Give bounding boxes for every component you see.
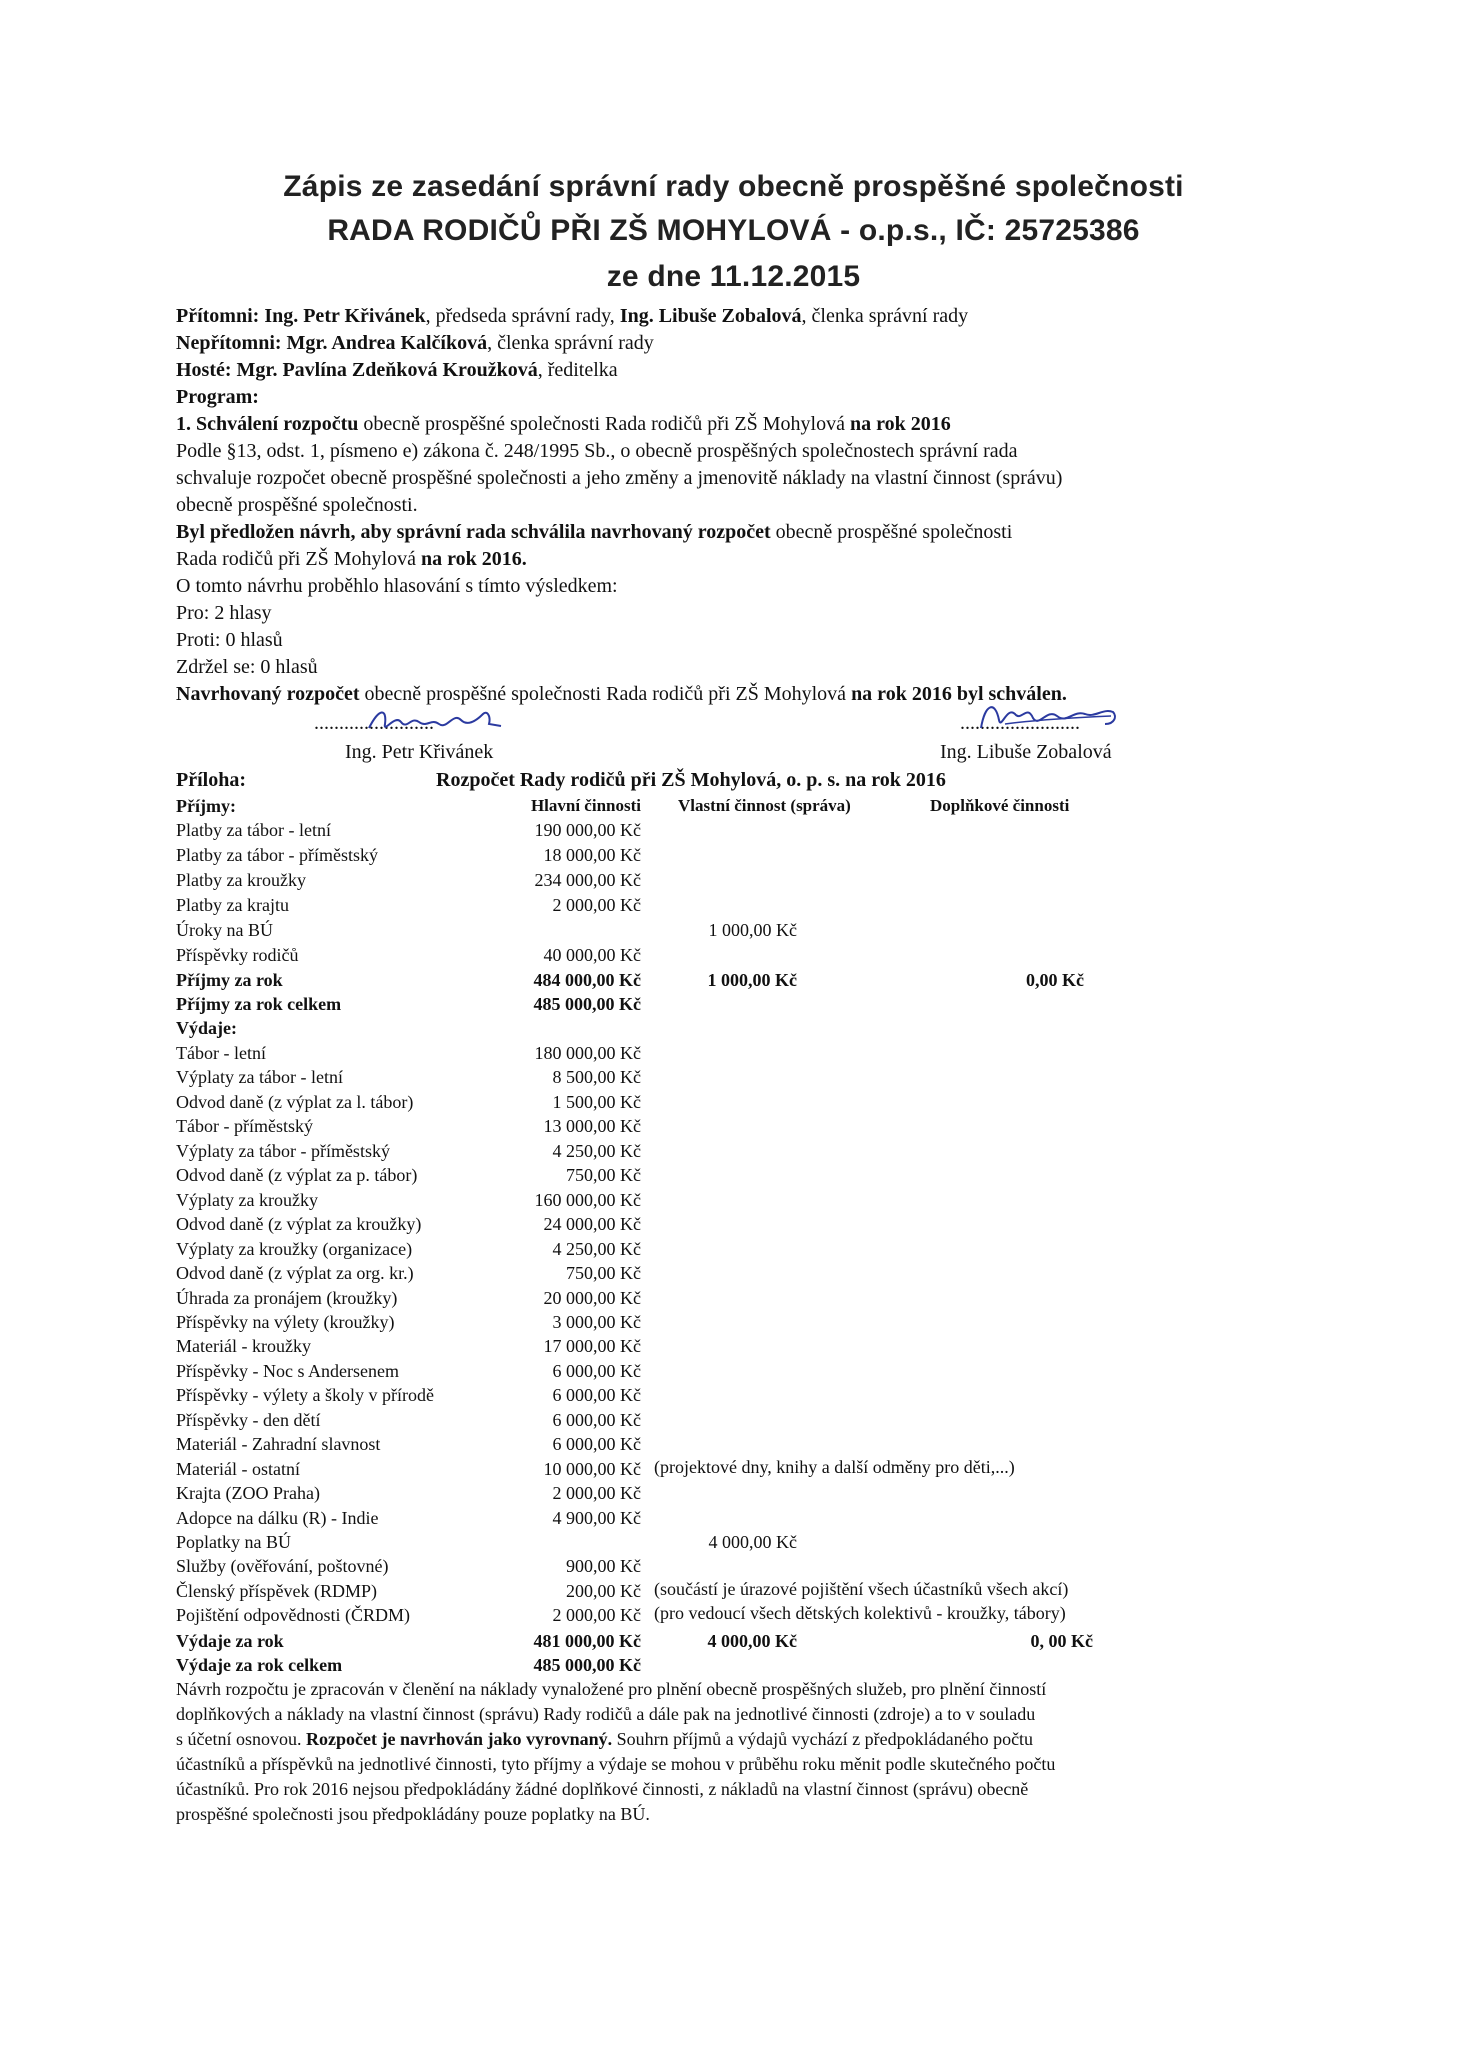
- law-text-line-1: Podle §13, odst. 1, písmeno e) zákona č. 248/1995 Sb., o obecně prospěšných společnostech správní rada: [176, 440, 1018, 462]
- table-row-main-value: 4 250,00 Kč: [552, 1140, 641, 1161]
- closing-line-3-end: Souhrn příjmů a výdajů vychází z předpokládaného počtu: [612, 1729, 1034, 1749]
- table-row-main-value: 2 000,00 Kč: [552, 895, 641, 915]
- closing-balanced-statement: Rozpočet je navrhován jako vyrovnaný.: [306, 1729, 613, 1749]
- result-bold-text: Navrhovaný rozpočet: [176, 683, 360, 705]
- result-line: [176, 681, 1067, 707]
- table-row-label: Tábor - příměstský: [176, 1116, 313, 1137]
- table-row-main-value: 750,00 Kč: [566, 1263, 641, 1284]
- present-label: Přítomni:: [176, 305, 260, 327]
- table-row-label: Výplaty za kroužky: [176, 1189, 318, 1210]
- table-row-label: Výplaty za tábor - letní: [176, 1067, 343, 1088]
- table-row-label: Materiál - kroužky: [176, 1336, 311, 1357]
- table-row-main-value: 18 000,00 Kč: [543, 845, 641, 865]
- table-row-main-value: 6 000,00 Kč: [552, 1385, 641, 1406]
- table-row-main-value: 4 900,00 Kč: [552, 1507, 641, 1528]
- income-total-main: 484 000,00 Kč: [533, 970, 641, 990]
- table-row-label: Příspěvky - Noc s Andersenem: [176, 1360, 399, 1381]
- column-header-main: Hlavní činnosti: [530, 796, 641, 815]
- table-row-main-value: 40 000,00 Kč: [543, 945, 641, 965]
- table-row-label: Odvod daně (z výplat za kroužky): [176, 1214, 422, 1235]
- income-grand-main: 485 000,00 Kč: [533, 994, 641, 1014]
- table-row-label: Adopce na dálku (R) - Indie: [176, 1507, 379, 1528]
- expense-grand-label: Výdaje za rok celkem: [176, 1655, 343, 1675]
- income-label: Příjmy:: [176, 796, 236, 816]
- table-row-main-value: 234 000,00 Kč: [534, 870, 641, 890]
- table-row-main-value: 2 000,00 Kč: [552, 1605, 641, 1626]
- guest-person: Mgr. Pavlína Zdeňková Kroužková: [236, 359, 538, 381]
- attachment-label: Příloha:: [176, 769, 246, 791]
- table-row-label: Platby za kroužky: [176, 870, 306, 890]
- table-row-label: Platby za tábor - příměstský: [176, 845, 378, 865]
- present-person-1: Ing. Petr Křivánek: [264, 305, 426, 327]
- vote-against: Proti: 0 hlasů: [176, 629, 283, 651]
- table-row-main-value: 1 500,00 Kč: [552, 1091, 641, 1112]
- table-row-main-value: 2 000,00 Kč: [552, 1483, 641, 1504]
- program-item-1-title: 1. Schválení rozpočtu: [176, 413, 359, 435]
- expense-total-extra: 0, 00 Kč: [1030, 1631, 1093, 1651]
- absent-label: Nepřítomni:: [176, 332, 282, 354]
- table-row-main-value: 6 000,00 Kč: [552, 1360, 641, 1381]
- proposal-bold-text: Byl předložen návrh, aby správní rada schválila navrhovaný rozpočet: [176, 521, 771, 543]
- signature-name-left: Ing. Petr Křivánek: [345, 741, 494, 763]
- guests-label: Hosté:: [176, 359, 232, 381]
- signature-name-right: Ing. Libuše Zobalová: [940, 741, 1112, 763]
- absent-line: [176, 330, 654, 356]
- present-person-1-role: , předseda správní rady,: [425, 305, 615, 327]
- document-title-line-2: RADA RODIČŮ PŘI ZŠ MOHYLOVÁ - o.p.s., IČ: 25725386: [327, 214, 1140, 247]
- income-grand-label: Příjmy za rok celkem: [176, 994, 342, 1014]
- guest-person-role: , ředitelka: [537, 359, 618, 381]
- program-item-1: [176, 411, 951, 437]
- table-row-main-value: 190 000,00 Kč: [534, 820, 641, 840]
- signature-scribble-right-icon: [975, 694, 1125, 736]
- table-row-label: Výplaty za tábor - příměstský: [176, 1140, 390, 1161]
- document-title-line-1: Zápis ze zasedání správní rady obecně prospěšné společnosti: [283, 170, 1184, 203]
- expense-total-main: 481 000,00 Kč: [533, 1631, 641, 1651]
- table-row-main-value: 160 000,00 Kč: [534, 1189, 641, 1210]
- expense-total-label: Výdaje za rok: [176, 1631, 284, 1651]
- result-mid-text: obecně prospěšné společnosti Rada rodičů při ZŠ Mohylová: [359, 683, 852, 705]
- table-row-own-value: 4 000,00 Kč: [708, 1532, 797, 1552]
- table-row-note: (pro vedoucí všech dětských kolektivů - kroužky, tábory): [654, 1603, 1066, 1624]
- income-total-extra: 0,00 Kč: [1026, 970, 1084, 990]
- program-label: Program:: [176, 386, 259, 408]
- table-row-main-value: 6 000,00 Kč: [552, 1434, 641, 1455]
- closing-line-6: prospěšné společnosti jsou předpokládány pouze poplatky na BÚ.: [176, 1804, 650, 1824]
- table-row-main-value: 8 500,00 Kč: [552, 1067, 641, 1088]
- closing-line-3-start: s účetní osnovou.: [176, 1729, 306, 1749]
- absent-person-role: , členka správní rady: [487, 332, 654, 354]
- proposal-line-2-year: na rok 2016.: [420, 548, 527, 570]
- table-row-label: Úroky na BÚ: [176, 920, 273, 940]
- absent-person: Mgr. Andrea Kalčíková: [286, 332, 488, 354]
- table-row-label: Úhrada za pronájem (kroužky): [176, 1287, 398, 1308]
- table-row-label: Odvod daně (z výplat za l. tábor): [176, 1091, 414, 1112]
- table-row-label: Krajta (ZOO Praha): [176, 1483, 320, 1504]
- table-row-label: Výplaty za kroužky (organizace): [176, 1238, 413, 1259]
- table-row-main-value: 900,00 Kč: [566, 1556, 641, 1577]
- table-row-label: Poplatky na BÚ: [176, 1532, 291, 1552]
- column-header-extra: Doplňkové činnosti: [930, 796, 1070, 815]
- expense-label: Výdaje:: [176, 1018, 237, 1038]
- signature-scribble-left-icon: [365, 700, 515, 738]
- proposal-line-1: [176, 519, 1012, 545]
- vote-intro: O tomto návrhu proběhlo hlasování s tímto výsledkem:: [176, 575, 618, 597]
- table-row-label: Platby za krajtu: [176, 895, 289, 915]
- table-row-label: Pojištění odpovědnosti (ČRDM): [176, 1605, 411, 1626]
- document-title-date: ze dne 11.12.2015: [606, 260, 861, 293]
- program-item-1-year: na rok 2016: [849, 413, 951, 435]
- table-row-note: (projektové dny, knihy a další odměny pro děti,...): [654, 1456, 1015, 1477]
- table-row-label: Tábor - letní: [176, 1043, 266, 1063]
- income-total-label: Příjmy za rok: [176, 970, 283, 990]
- closing-line-3: [176, 1727, 1033, 1752]
- signature-line-left: ........................: [314, 712, 434, 734]
- vote-abstain: Zdržel se: 0 hlasů: [176, 656, 318, 678]
- table-row-label: Materiál - Zahradní slavnost: [176, 1434, 381, 1455]
- expense-total-own: 4 000,00 Kč: [707, 1631, 797, 1651]
- guests-line: [176, 357, 618, 383]
- table-row-label: Platby za tábor - letní: [176, 820, 331, 840]
- table-row-main-value: 13 000,00 Kč: [543, 1116, 641, 1137]
- table-row-label: Materiál - ostatní: [176, 1458, 300, 1479]
- closing-line-5: účastníků. Pro rok 2016 nejsou předpokládány žádné doplňkové činnosti, z nákladů na vlastní činnost (správu) obecně: [176, 1779, 1029, 1799]
- table-row-own-value: 1 000,00 Kč: [708, 920, 797, 940]
- budget-title: Rozpočet Rady rodičů při ZŠ Mohylová, o. p. s. na rok 2016: [436, 769, 946, 791]
- column-header-own: Vlastní činnost (správa): [678, 796, 851, 815]
- table-row-label: Služby (ověřování, poštovné): [176, 1556, 389, 1577]
- proposal-rest-text: obecně prospěšné společnosti: [770, 521, 1013, 543]
- vote-for: Pro: 2 hlasy: [176, 602, 272, 624]
- table-row-main-value: 10 000,00 Kč: [543, 1458, 641, 1479]
- table-row-main-value: 17 000,00 Kč: [543, 1336, 641, 1357]
- table-row-label: Odvod daně (z výplat za org. kr.): [176, 1263, 414, 1284]
- program-item-1-text: obecně prospěšné společnosti Rada rodičů při ZŠ Mohylová: [358, 413, 850, 435]
- signature-line-right: ........................: [960, 712, 1080, 734]
- expense-grand-main: 485 000,00 Kč: [533, 1655, 641, 1675]
- table-row-label: Odvod daně (z výplat za p. tábor): [176, 1165, 418, 1186]
- closing-line-2: doplňkových a náklady na vlastní činnost (správu) Rady rodičů a dále pak na jednotlivé činnosti (zdroje) a to v souladu: [176, 1704, 1036, 1724]
- closing-line-4: účastníků a příspěvků na jednotlivé činnosti, tyto příjmy a výdaje se mohou v průběhu roku měnit podle skutečného počtu: [176, 1754, 1056, 1774]
- table-row-main-value: 180 000,00 Kč: [534, 1043, 641, 1063]
- law-text-line-2: schvaluje rozpočet obecně prospěšné společnosti a jeho změny a jmenovitě náklady na vlastní činnost (správu): [176, 467, 1063, 489]
- table-row-main-value: 4 250,00 Kč: [552, 1238, 641, 1259]
- proposal-line-2-text: Rada rodičů při ZŠ Mohylová: [176, 548, 421, 570]
- table-row-main-value: 24 000,00 Kč: [543, 1214, 641, 1235]
- present-person-2: Ing. Libuše Zobalová: [619, 305, 802, 327]
- table-row-note: (součástí je úrazové pojištění všech účastníků všech akcí): [654, 1578, 1069, 1599]
- table-row-main-value: 3 000,00 Kč: [552, 1311, 641, 1332]
- closing-line-1: Návrh rozpočtu je zpracován v členění na náklady vynaložené pro plnění obecně prospěšných služeb, pro plnění činností: [176, 1679, 1047, 1699]
- proposal-line-2: [176, 546, 527, 572]
- table-row-label: Příspěvky - výlety a školy v přírodě: [176, 1385, 434, 1406]
- table-row-label: Příspěvky rodičů: [176, 945, 299, 965]
- law-text-line-3: obecně prospěšné společnosti.: [176, 494, 418, 516]
- table-row-label: Příspěvky na výlety (kroužky): [176, 1311, 395, 1332]
- table-row-main-value: 750,00 Kč: [566, 1165, 641, 1186]
- present-person-2-role: , členka správní rady: [801, 305, 969, 327]
- result-approved-text: na rok 2016 byl schválen.: [851, 683, 1067, 705]
- table-row-main-value: 200,00 Kč: [566, 1580, 641, 1601]
- table-row-main-value: 6 000,00 Kč: [552, 1409, 641, 1430]
- present-line: [176, 303, 968, 329]
- income-total-own: 1 000,00 Kč: [707, 970, 797, 990]
- table-row-main-value: 20 000,00 Kč: [543, 1287, 641, 1308]
- table-row-label: Příspěvky - den dětí: [176, 1409, 321, 1430]
- table-row-label: Členský příspěvek (RDMP): [176, 1580, 377, 1601]
